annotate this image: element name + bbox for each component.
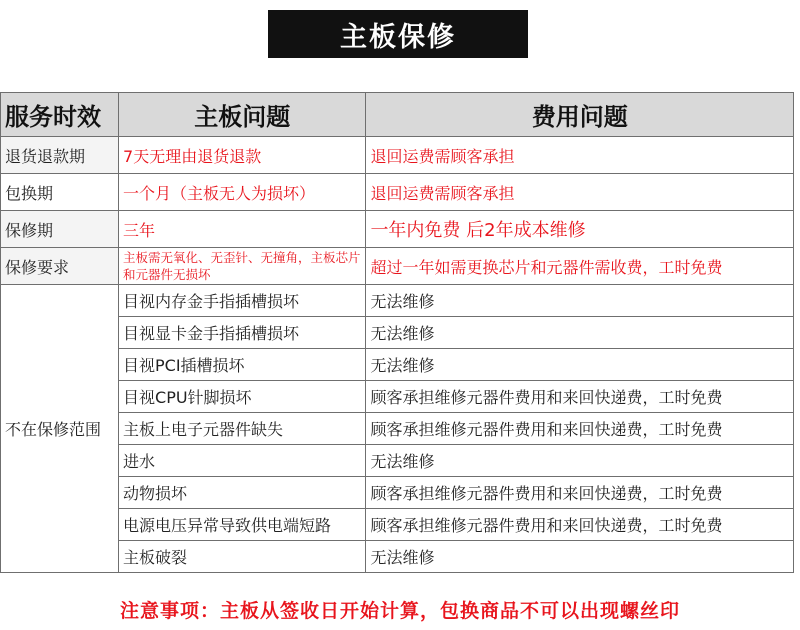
warranty-table — [0, 92, 794, 573]
table-row — [1, 381, 794, 413]
cost-cell: 顾客承担维修元器件费用和来回快递费，工时免费 — [366, 381, 794, 413]
cost-cell: 无法维修 — [366, 317, 794, 349]
header-cost-issue: 费用问题 — [366, 93, 794, 137]
table-row — [1, 445, 794, 477]
cost-cell: 无法维修 — [366, 445, 794, 477]
table-row — [1, 317, 794, 349]
cost-cell: 顾客承担维修元器件费用和来回快递费，工时免费 — [366, 477, 794, 509]
table-row — [1, 509, 794, 541]
cost-cell: 顾客承担维修元器件费用和来回快递费，工时免费 — [366, 413, 794, 445]
issue-cell: 目视内存金手指插槽损坏 — [119, 285, 366, 317]
issue-cell: 目视CPU针脚损坏 — [119, 381, 366, 413]
cost-cell: 退回运费需顾客承担 — [366, 137, 794, 174]
cost-cell: 无法维修 — [366, 541, 794, 573]
table-row — [1, 211, 794, 248]
table-header-row — [1, 93, 794, 137]
attention-note: 注意事项：主板从签收日开始计算，包换商品不可以出现螺丝印 — [119, 600, 680, 622]
exclusion-label-cell: 不在保修范围 — [1, 285, 119, 573]
issue-cell: 主板上电子元器件缺失 — [119, 413, 366, 445]
table-row — [1, 174, 794, 211]
issue-cell: 目视PCI插槽损坏 — [119, 349, 366, 381]
period-cell: 退货退款期 — [1, 137, 119, 174]
header-service-period: 服务时效 — [1, 93, 119, 137]
period-cell: 保修要求 — [1, 248, 119, 285]
board-cell: 三年 — [119, 211, 366, 248]
cost-cell: 顾客承担维修元器件费用和来回快递费，工时免费 — [366, 509, 794, 541]
header-board-issue: 主板问题 — [119, 93, 366, 137]
board-cell: 主板需无氧化、无歪针、无撞角，主板芯片和元器件无损坏 — [119, 248, 366, 285]
board-cell: 7天无理由退货退款 — [119, 137, 366, 174]
cost-cell: 退回运费需顾客承担 — [366, 174, 794, 211]
issue-cell: 进水 — [119, 445, 366, 477]
table-row — [1, 248, 794, 285]
table-row — [1, 541, 794, 573]
issue-cell: 动物损坏 — [119, 477, 366, 509]
table-row — [1, 477, 794, 509]
issue-cell: 电源电压异常导致供电端短路 — [119, 509, 366, 541]
cost-cell: 一年内免费 后2年成本维修 — [366, 211, 794, 248]
cost-cell: 无法维修 — [366, 349, 794, 381]
table-row — [1, 413, 794, 445]
page-title: 主板保修 — [268, 10, 528, 58]
table-row — [1, 137, 794, 174]
cost-cell: 无法维修 — [366, 285, 794, 317]
period-cell: 包换期 — [1, 174, 119, 211]
period-cell: 保修期 — [1, 211, 119, 248]
table-row — [1, 285, 794, 317]
issue-cell: 主板破裂 — [119, 541, 366, 573]
issue-cell: 目视显卡金手指插槽损坏 — [119, 317, 366, 349]
board-cell: 一个月（主板无人为损坏） — [119, 174, 366, 211]
table-row — [1, 349, 794, 381]
cost-cell: 超过一年如需更换芯片和元器件需收费，工时免费 — [366, 248, 794, 285]
